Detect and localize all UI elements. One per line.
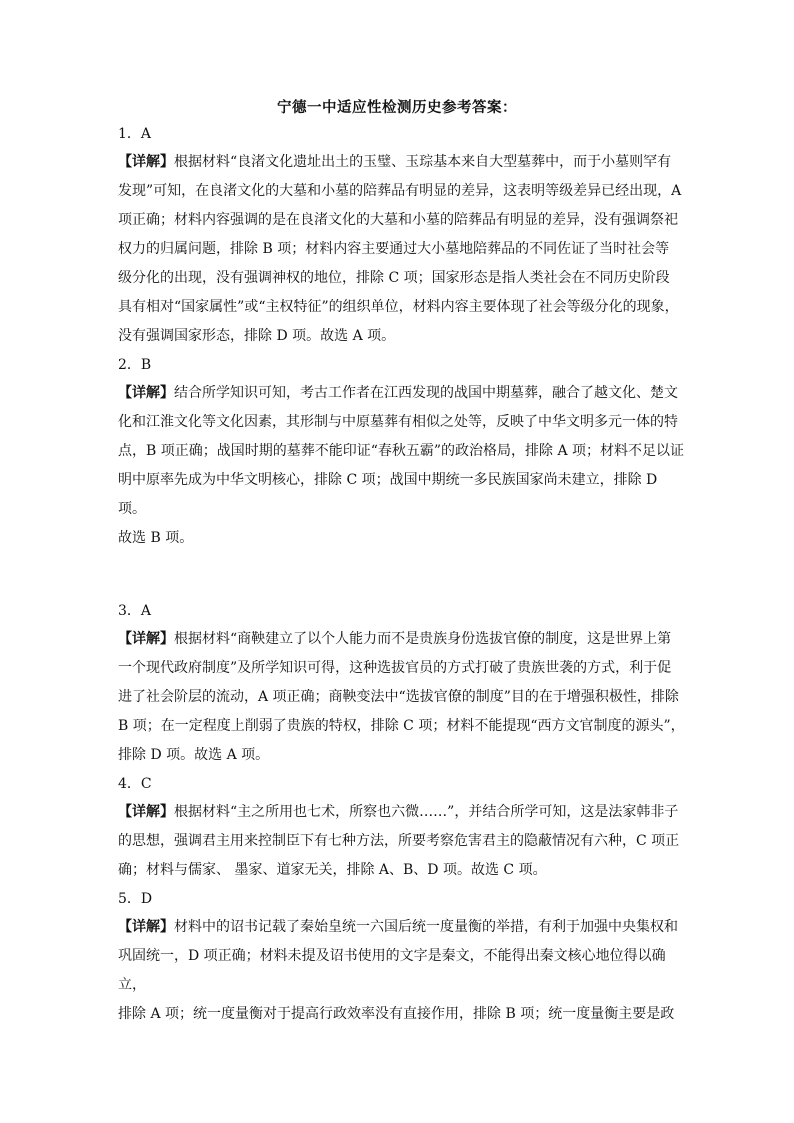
explanation-tag: 【详解】 [118, 385, 174, 401]
explanation-tag: 【详解】 [118, 631, 174, 647]
explanation-tag: 【详解】 [118, 919, 174, 935]
explanation-tag: 【详解】 [118, 154, 174, 170]
explanation-line: 化和江淮文化等文化因素，其形制与中原墓葬有相似之处等，反映了中华文明多元一体的特 [118, 414, 678, 430]
explanation-line: 的思想，强调君主用来控制臣下有七种方法，所要考察危害君主的隐蔽情况有六种，C 项正 [118, 833, 680, 849]
question-number: 3．A [118, 603, 152, 619]
explanation-line: 【详解】材料中的诏书记载了秦始皇统一六国后统一度量衡的举措，有利于加强中央集权和 [118, 919, 678, 935]
question-number: 5．D [118, 891, 153, 907]
explanation-line: 故选 B 项。 [118, 530, 194, 546]
explanation-line: 确；材料与儒家、 墨家、道家无关，排除 A、B、D 项。故选 C 项。 [118, 862, 547, 878]
answer-item [118, 770, 686, 885]
explanation-line: 级分化的出现，没有强调神权的地位，排除 C 项；国家形态是指人类社会在不同历史阶段 [118, 270, 670, 286]
answer-item [118, 597, 686, 770]
question-number: 1．A [118, 126, 152, 142]
question-number: 2．B [118, 357, 152, 373]
explanation-line: 【详解】根据材料“商鞅建立了以个人能力而不是贵族身份选拔官僚的制度，这是世界上第 [118, 631, 672, 647]
answer-list [118, 120, 686, 1029]
explanation-line: 没有强调国家形态，排除 D 项。故选 A 项。 [118, 328, 396, 344]
explanation-line: 巩固统一，D 项正确；材料未提及诏书使用的文字是秦文，不能得出秦文核心地位得以确立， [118, 948, 666, 993]
answer-item [118, 351, 686, 553]
blank-space [118, 553, 686, 597]
explanation-line: B 项；在一定程度上削弱了贵族的特权，排除 C 项；材料不能提现“西方文官制度的源头”， [118, 718, 685, 734]
explanation-line: 发现”可知，在良渚文化的大墓和小墓的陪葬品有明显的差异，这表明等级差异已经出现，A [118, 183, 682, 199]
explanation-line: 点，B 项正确；战国时期的墓葬不能印证“春秋五霸”的政治格局，排除 A 项；材料不足以证 [118, 443, 685, 459]
explanation-line: 项正确；材料内容强调的是在良渚文化的大墓和小墓的陪葬品有明显的差异，没有强调祭祀 [118, 212, 678, 228]
document-title: 宁德一中适应性检测历史参考答案： [277, 99, 517, 116]
explanation-line: 排除 D 项。故选 A 项。 [118, 747, 270, 763]
question-number: 4．C [118, 776, 152, 792]
explanation-line: 【详解】根据材料“主之所用也七术，所察也六微……”，并结合所学可知，这是法家韩非子 [118, 804, 679, 820]
explanation-line: 【详解】结合所学知识可知，考古工作者在江西发现的战国中期墓葬，融合了越文化、楚文 [118, 385, 678, 401]
explanation-tag: 【详解】 [118, 804, 174, 820]
explanation-line: 明中原率先成为中华文明核心，排除 C 项；战国中期统一多民族国家尚未建立，排除 D 项。 [118, 472, 658, 517]
explanation-line: 一个现代政府制度”及所学知识可得，这种选拔官员的方式打破了贵族世袭的方式，利于促 [118, 660, 672, 676]
answer-item [118, 885, 686, 1029]
answer-item [118, 120, 686, 351]
explanation-line: 具有相对“国家属性”或“主权特征”的组织单位，材料内容主要体现了社会等级分化的现象， [118, 299, 679, 315]
explanation-line: 排除 A 项；统一度量衡对于提高行政效率没有直接作用，排除 B 项；统一度量衡主要是政 [118, 1006, 675, 1022]
explanation-line: 【详解】根据材料“良渚文化遗址出土的玉璧、玉琮基本来自大型墓葬中，而于小墓则罕有 [118, 154, 672, 170]
explanation-line: 权力的归属问题，排除 B 项；材料内容主要通过大小墓地陪葬品的不同佐证了当时社会等 [118, 241, 670, 257]
explanation-line: 进了社会阶层的流动，A 项正确；商鞅变法中“选拔官僚的制度”目的在于增强积极性，排除 [118, 689, 679, 705]
